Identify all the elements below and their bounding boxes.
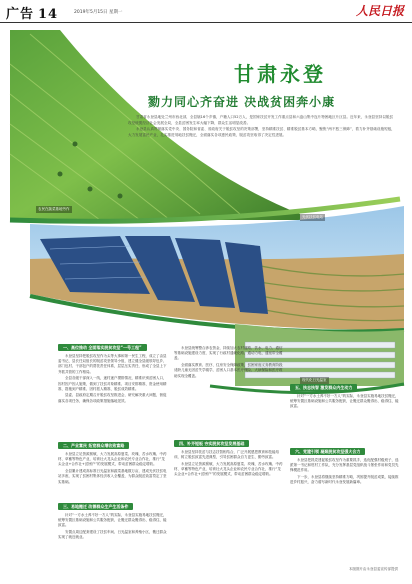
photo-caption: 光伏扶贫电站 — [302, 215, 323, 219]
article-paragraph: 永登县坚持把脱贫攻坚作为头等大事和第一民生工程，成立了由县委书记、县长任双组长的脱贫攻坚领导小组，建立健全县级领导包乡、部门包村、干部包户的帮扶责任体系，层层压实责任，形成了全县上下齐抓共管的工作格局。 — [58, 354, 167, 374]
article-column — [290, 458, 400, 566]
date-line: 2019年5月15日 星期一 — [74, 10, 123, 15]
paper-logo: 人民日报 — [355, 4, 404, 18]
section-heading: 四、补齐短板 夯实脱贫攻坚发展基础 — [174, 440, 249, 447]
article-paragraph: 永登县立足资源禀赋，大力发展高原夏菜、玫瑰、苦水玫瑰、中药材、草畜等特色产业，培育壮大龙头企业和农民专业合作社，推行“龙头企业+合作社+贫困户”的发展模式，带动贫困群众稳定增收。 — [174, 461, 283, 477]
article-paragraph: 安置点周边配套建设了扶贫车间、日光温室和养殖小区，搬迁群众实现了就近就业。 — [58, 530, 167, 540]
article-paragraph: 全县各级干部深入一线，逐村逐户摸排情况，精准识别贫困人口，因村因户因人施策，做到了扶贫对象精准、项目安排精准、资金使用精准、措施到户精准、因村派人精准、脱贫成效精准。 — [58, 376, 167, 391]
section-label — [6, 3, 58, 22]
article-column — [58, 452, 168, 498]
article-paragraph: 永登县坚持扶贫与扶志扶智相结合，广泛开展感恩教育和技能培训，树立脱贫致富先进典型，引导贫困群众自力更生、勤劳致富。 — [174, 450, 279, 460]
section-heading: 五、扶志扶智 激发群众内生动力 — [290, 384, 357, 391]
article-column — [58, 513, 168, 571]
article-column — [174, 346, 284, 436]
photo-caption: 现代化日光温室 — [302, 378, 327, 382]
article-column — [290, 394, 400, 444]
section-heading: 二、产业富民 拓宽群众增收致富路 — [58, 442, 129, 449]
section-name: 广告 — [6, 7, 35, 22]
headline-subtitle: 勠力同心齐奋进 决战贫困奔小康 — [148, 95, 336, 109]
intro-paragraph: 甘肃省永登县地处兰州市西北部，全县辖16个乡镇，户籍人口52万人，是国家扶贫开发工作重点县和六盘山集中连片特困地区片区县。近年来，永登县坚持以脱贫攻坚统揽经济社会发展全局，全县贫困发生率大幅下降，群众生活明显改善。 — [128, 115, 394, 125]
article-paragraph: 全县累计建成高标准日光温室和蔬菜基地数万亩，建成光伏扶贫电站多座，实现了贫困村集体经济收入全覆盖，为群众脱贫致富奠定了坚实基础。 — [58, 469, 167, 484]
article-column — [174, 450, 284, 571]
article-paragraph: 下一步，永登县将继续坚持精准方略，巩固提升脱贫成果，接续推进乡村振兴，奋力谱写新时代永登发展新篇章。 — [290, 475, 399, 485]
page-number: 14 — [38, 7, 59, 22]
section-heading: 三、易地搬迁 改善群众生产生活条件 — [58, 503, 133, 510]
article-column — [58, 354, 168, 436]
article-paragraph: 永登县立足资源禀赋，大力发展高原夏菜、玫瑰、苦水玫瑰、中药材、草畜等特色产业，培育壮大龙头企业和农民专业合作社，推行“龙头企业+合作社+贫困户”的发展模式，带动贫困群众稳定增收。 — [58, 452, 167, 467]
headline-title: 甘肃永登 — [234, 62, 326, 86]
article-paragraph: 永登县把抓党建促脱贫攻坚作为重要抓手，选优配强村级班子，选派第一书记和驻村工作队，充分发挥基层党组织战斗堡垒作用和党员先锋模范作用。 — [290, 458, 399, 473]
article-paragraph: 全面落实教育、医疗、住房安全保障政策，贫困家庭义务教育阶段适龄儿童无因贫失学辍学，贫困人口基本医疗保险、大病保险和医疗救助实现全覆盖。 — [174, 363, 283, 378]
article-paragraph: 针对“一方水土养不好一方人”的实际，永登县实施易地扶贫搬迁，统筹安置区基础设施和公共服务配套，让搬迁群众搬得出、稳得住、能致富。 — [58, 513, 167, 528]
intro-text — [128, 115, 396, 139]
photo-credit: 本版图片由永登县委宣传部提供 — [349, 567, 398, 571]
section-heading: 六、党建引领 凝聚脱贫攻坚强大合力 — [290, 448, 365, 455]
page-header — [0, 0, 412, 23]
article-paragraph: 永登县统筹整合涉农资金，持续加大农村道路、饮水、电力、通信等基础设施建设力度，实现了行政村通硬化路、通动力电、通宽带全覆盖。 — [174, 346, 283, 361]
article-paragraph: 县委、县政府定期召开脱贫攻坚推进会，研究解决重大问题，督促落实各项任务，确保各项政策措施落地见效。 — [58, 393, 167, 403]
photo-caption: 农民在蔬菜基地劳作 — [38, 207, 70, 211]
section-heading: 一、高位推动 全面落实脱贫攻坚“一号工程” — [58, 344, 147, 351]
intro-paragraph: 永登县认真贯彻落实党中央、国务院和省委、省政府关于脱贫攻坚的决策部署，坚持精准扶贫、精准脱贫基本方略，聚焦“两不愁三保障”，着力补齐基础设施短板，大力发展富民产业，扎实推进易地扶贫搬迁，全面落实各项惠民政策，脱贫攻坚取得了决定性进展。 — [128, 127, 395, 137]
article-paragraph: 针对“一方水土养不好一方人”的实际，永登县实施易地扶贫搬迁，统筹安置区基础设施和公共服务配套，让搬迁群众搬得出、稳得住、能致富。 — [290, 394, 399, 409]
